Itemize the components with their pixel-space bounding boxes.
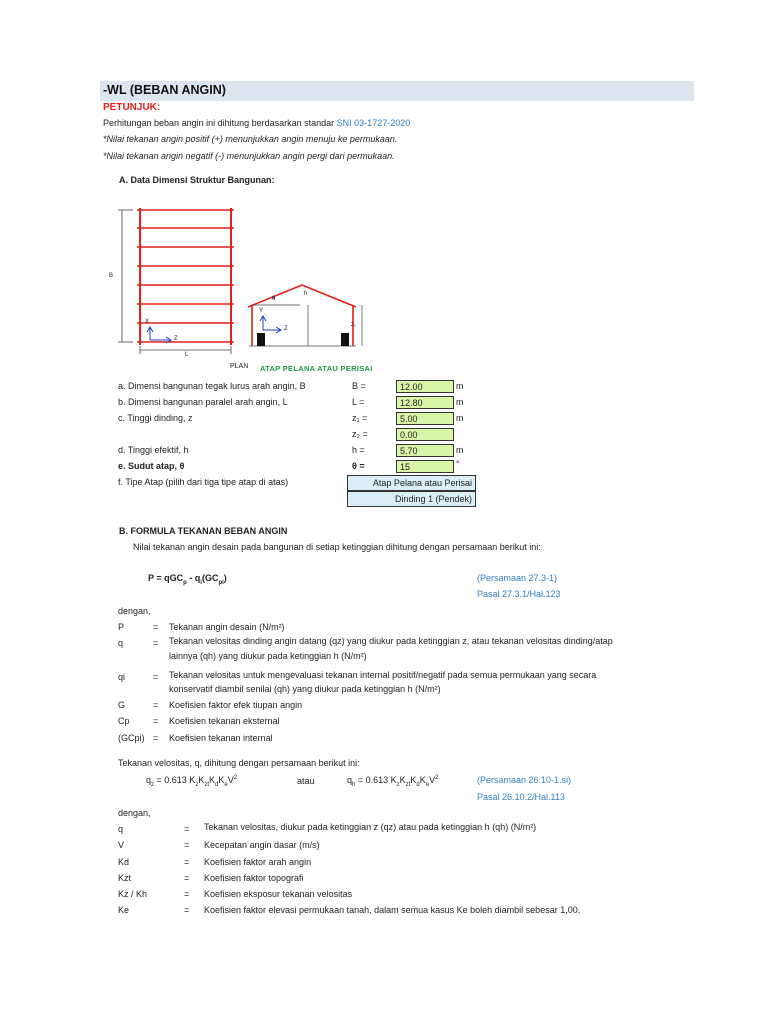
input-h[interactable]: 5.70 bbox=[396, 444, 454, 457]
plan-diagram bbox=[118, 208, 234, 354]
input-z1[interactable]: 5.00 bbox=[396, 412, 454, 425]
def2-q-sym: q bbox=[118, 824, 124, 834]
formula-2-ref2: Pasal 26.10.2/Hal.113 bbox=[477, 792, 565, 802]
def2-kzt-eq: = bbox=[184, 873, 190, 883]
petunjuk-line2: *Nilai tekanan angin positif (+) menunjukkan angin menuju ke permukaan. bbox=[103, 134, 398, 144]
diagram-l-label: L bbox=[185, 352, 189, 358]
def1-qi-eq: = bbox=[153, 672, 159, 682]
roof-type-select[interactable]: Atap Pelana atau Perisai bbox=[347, 475, 476, 491]
formula-1: $P = qGC_p - q_i(GC_{pi})$ bbox=[148, 573, 227, 586]
row-h-label: d. Tinggi efektif, h bbox=[118, 445, 189, 455]
petunjuk-line3: *Nilai tekanan angin negatif (-) menunjukkan angin pergi dari permukaan. bbox=[103, 151, 395, 161]
formula-1-ref1: (Persamaan 27.3-1) bbox=[477, 573, 558, 583]
section-b-intro: Nilai tekanan angin desain pada bangunan di setiap ketinggian dihitung dengan persamaan berikut ini: bbox=[133, 542, 541, 552]
def2-ke-sym: Ke bbox=[118, 905, 130, 915]
def1-p-desc: Tekanan angin desain (N/m²) bbox=[169, 622, 285, 632]
diagram-x-label: X bbox=[145, 319, 150, 325]
def2-kzt-desc: Koefisien faktor topografi bbox=[204, 873, 304, 883]
row-b-label: a. Dimensi bangunan tegak lurus arah angin, B bbox=[118, 381, 306, 391]
def1-p-eq: = bbox=[153, 622, 159, 632]
formula-2-ref1: (Persamaan 26.10-1.si) bbox=[477, 775, 572, 785]
def2-ke-eq: = bbox=[184, 905, 190, 915]
def1-g-sym: G bbox=[118, 700, 126, 710]
row-z1-sym: z₁ = bbox=[352, 413, 368, 423]
dengan-1: dengan, bbox=[118, 606, 151, 616]
def1-q-sym: q bbox=[118, 638, 124, 648]
def2-kd-eq: = bbox=[184, 857, 190, 867]
def1-p-sym: P bbox=[118, 622, 125, 632]
input-l[interactable]: 12.80 bbox=[396, 396, 454, 409]
section-b-heading: B. FORMULA TEKANAN BEBAN ANGIN bbox=[119, 526, 288, 536]
input-b[interactable]: 12.00 bbox=[396, 380, 454, 393]
input-theta[interactable]: 15 bbox=[396, 460, 454, 473]
row-z2-sym: z₂ = bbox=[352, 429, 368, 439]
diagram-h-label: h bbox=[304, 291, 308, 297]
def1-g-eq: = bbox=[153, 700, 159, 710]
row-l-label: b. Dimensi bangunan paralel arah angin, L bbox=[118, 397, 288, 407]
def1-qi-desc-2: konservatif diambil senilai (qh) yang diukur pada ketinggian h (N/m²) bbox=[169, 684, 441, 694]
def1-cp-eq: = bbox=[153, 716, 159, 726]
diagram-y-label: Y bbox=[259, 308, 264, 314]
diagram-z1-label: z₁ bbox=[351, 322, 357, 328]
def1-gcpi-desc: Koefisien tekanan internal bbox=[169, 733, 273, 743]
row-theta-label: e. Sudut atap, θ bbox=[118, 461, 185, 471]
def2-kzt-sym: Kzt bbox=[118, 873, 132, 883]
def1-qi-desc: Tekanan velositas untuk mengevaluasi tekanan internal positif/negatif pada semua permukaan yang secara bbox=[169, 670, 597, 680]
page-title: -WL (BEBAN ANGIN) bbox=[103, 83, 226, 97]
input-z2[interactable]: 0.00 bbox=[396, 428, 454, 441]
diagram-z-label: Z bbox=[174, 336, 178, 342]
def1-qi-sym: qi bbox=[118, 672, 126, 682]
def2-kz-eq: = bbox=[184, 889, 190, 899]
diagram-roof-label: ATAP PELANA ATAU PERISAI bbox=[260, 364, 373, 373]
def1-g-desc: Koefisien faktor efek tiupan angin bbox=[169, 700, 303, 710]
diagram-z2-label: Z bbox=[284, 326, 288, 332]
row-l-sym: L = bbox=[352, 397, 365, 407]
sni-link[interactable]: SNI 03-1727-2020 bbox=[336, 118, 411, 128]
def2-v-eq: = bbox=[184, 840, 190, 850]
def2-kz-sym: Kz / Kh bbox=[118, 889, 148, 899]
row-z1-unit: m bbox=[456, 413, 464, 423]
velocity-intro: Tekanan velositas, q, dihitung dengan persamaan berikut ini: bbox=[118, 758, 360, 768]
diagram-b-label: B bbox=[109, 273, 114, 279]
row-b-unit: m bbox=[456, 381, 464, 391]
def2-kz-desc: Koefisien eksposur tekanan velositas bbox=[204, 889, 353, 899]
def2-q-eq: = bbox=[184, 824, 190, 834]
def1-q-eq: = bbox=[153, 638, 159, 648]
def2-ke-desc: Koefisien faktor elevasi permukaan tanah, dalam semua kasus Ke boleh diambil sebesar 1,00. bbox=[204, 905, 581, 915]
formula-2-atau: atau bbox=[297, 776, 315, 786]
row-h-unit: m bbox=[456, 445, 464, 455]
row-b-sym: B = bbox=[352, 381, 366, 391]
formula-2b: $q_h = 0.613$ $K_zK_{zt}K_dK_eV^2$ bbox=[347, 775, 439, 788]
section-a-heading: A. Data Dimensi Struktur Bangunan: bbox=[119, 175, 275, 185]
def1-gcpi-eq: = bbox=[153, 733, 159, 743]
def2-v-sym: V bbox=[118, 840, 125, 850]
def2-v-desc: Kecepatan angin dasar (m/s) bbox=[204, 840, 320, 850]
wall-type-select[interactable]: Dinding 1 (Pendek) bbox=[347, 491, 476, 507]
roof-type-label: f. Tipe Atap (pilih dari tiga tipe atap di atas) bbox=[118, 477, 289, 487]
def2-q-desc: Tekanan velositas, diukur pada ketinggian z (qz) atau pada ketinggian h (qh) (N/m²) bbox=[204, 822, 537, 832]
row-theta-unit: ° bbox=[456, 459, 460, 469]
def1-q-desc: Tekanan velositas dinding angin datang (qz) yang diukur pada ketinggian z, atau tekanan velositas dinding/atap bbox=[169, 636, 613, 646]
def2-kd-sym: Kd bbox=[118, 857, 130, 867]
petunjuk-heading: PETUNJUK: bbox=[103, 102, 161, 113]
row-h-sym: h = bbox=[352, 445, 365, 455]
row-theta-sym: θ = bbox=[352, 461, 365, 471]
diagram-plan-label: PLAN bbox=[230, 363, 249, 370]
def1-cp-desc: Koefisien tekanan eksternal bbox=[169, 716, 280, 726]
def1-cp-sym: Cp bbox=[118, 716, 130, 726]
def1-q-desc-2: lainnya (qh) yang diukur pada ketinggian h (N/m²) bbox=[169, 651, 367, 661]
dengan-2: dengan, bbox=[118, 808, 151, 818]
row-l-unit: m bbox=[456, 397, 464, 407]
petunjuk-line1-text: Perhitungan beban angin ini dihitung berdasarkan standar bbox=[103, 118, 337, 128]
def2-kd-desc: Koefisien faktor arah angin bbox=[204, 857, 312, 867]
def1-gcpi-sym: (GCpi) bbox=[118, 733, 145, 743]
formula-1-ref2: Pasal 27.3.1/Hal.123 bbox=[477, 589, 561, 599]
diagram-theta-label: θ bbox=[272, 296, 276, 302]
row-z1-label: c. Tinggi dinding, z bbox=[118, 413, 193, 423]
formula-2a: $q_z = 0.613$ $K_zK_{zt}K_dK_eV^2$ bbox=[146, 775, 238, 788]
